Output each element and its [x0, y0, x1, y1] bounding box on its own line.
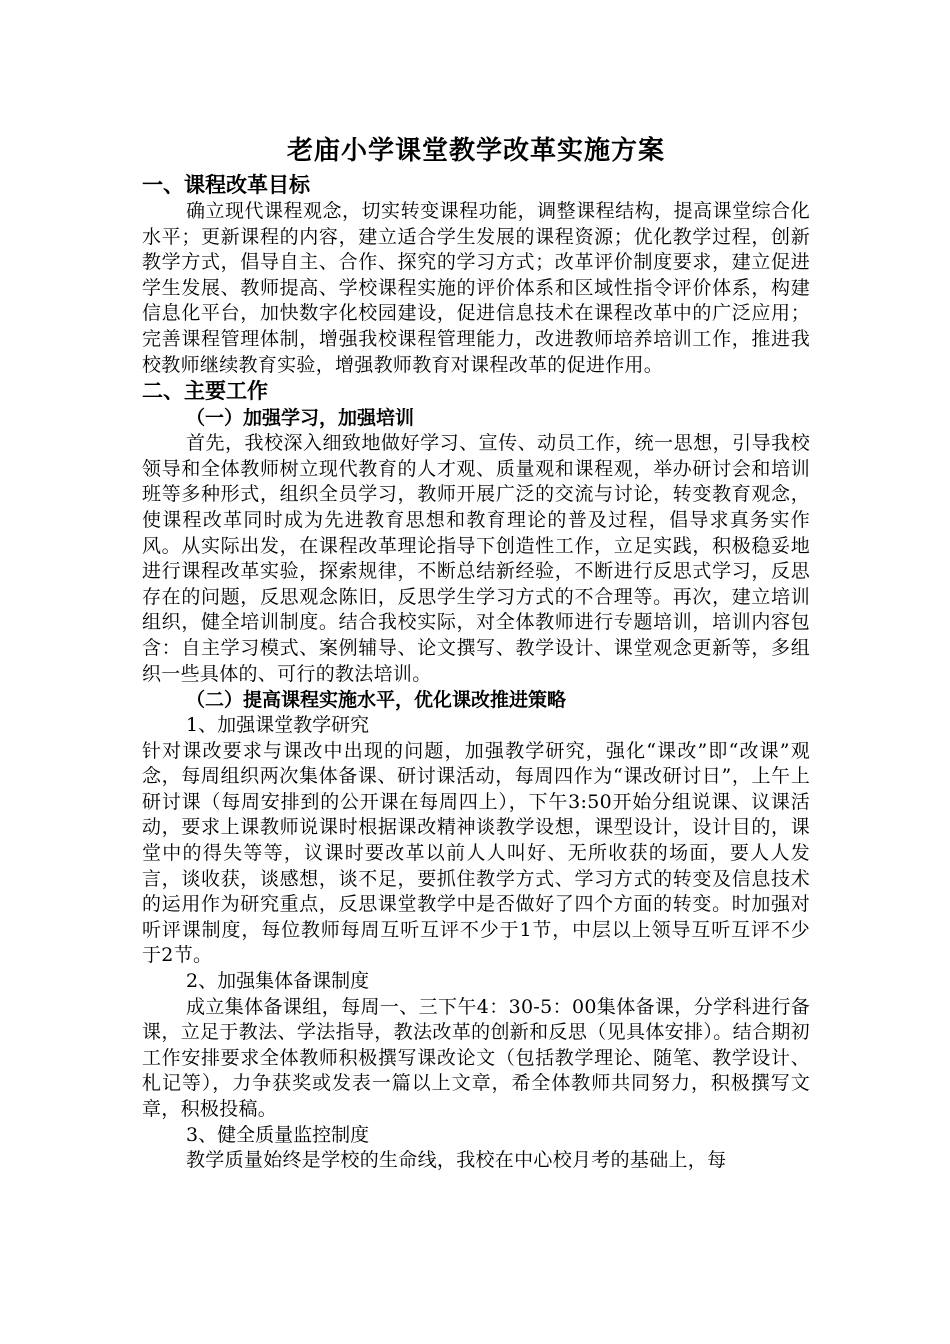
section-heading-main-work: 二、主要工作	[142, 379, 268, 404]
goals-paragraph: 确立现代课程观念，切实转变课程功能，调整课程结构，提高课堂综合化水平；更新课程的内容，建立适合学生发展的课程资源；优化教学过程，创新教学方式，倡导自主、合作、探究的学习方式；改革评价制度要求，建立促进学生发展、教师提高、学校课程实施的评价体系和区域性指令评价体系，构建信息化平台，加快数字化校园建设，促进信息技术在课程改革中的广泛应用；完善课程管理体制，增强我校课程管理能力，改进教师培养培训工作，推进我校教师继续教育实验，增强教师教育对课程改革的促进作用。	[142, 200, 810, 376]
classroom-research-paragraph: 针对课改要求与课改中出现的问题，加强教学研究，强化“课改”即“改课”观念，每周组织两次集体备课、研讨课活动，每周四作为“课改研讨日”，上午上研讨课（每周安排到的公开课在每周四上），下午3:50开始分组说课、议课活动，要求上课教师说课时根据课改精神谈教学设想，课型设计，设计目的，课堂中的得失等等，议课时要改革以前人人叫好、无所收获的场面，要人人发言，谈收获，谈感想，谈不足，要抓住教学方式、学习方式的转变及信息技术的运用作为研究重点，反思课堂教学中是否做好了四个方面的转变。时加强对听评课制度，每位教师每周互听互评不少于1节，中层以上领导互听互评不少于2节。	[142, 739, 810, 967]
quality-monitoring-paragraph: 教学质量始终是学校的生命线，我校在中心校月考的基础上，每	[186, 1149, 727, 1172]
item-heading-classroom-research: 1、加强课堂教学研究	[186, 714, 370, 737]
collective-lesson-prep-paragraph: 成立集体备课组，每周一、三下午4：30-5：00集体备课，分学科进行备课，立足于教法、学法指导，教法改革的创新和反思（见具体安排）。结合期初工作安排要求全体教师积极撰写课改论文（包括教学理论、随笔、教学设计、札记等），力争获奖或发表一篇以上文章，希全体教师共同努力，积极撰写文章，积极投稿。	[142, 995, 810, 1120]
item-heading-collective-lesson-prep: 2、加强集体备课制度	[186, 970, 370, 993]
training-paragraph: 首先，我校深入细致地做好学习、宣传、动员工作，统一思想，引导我校领导和全体教师树立现代教育的人才观、质量观和课程观，举办研讨会和培训班等多种形式，组织全员学习，教师开展广泛的交流与讨论，转变教育观念，使课程改革同时成为先进教育思想和教育理论的普及过程，倡导求真务实作风。从实际出发，在课程改革理论指导下创造性工作，立足实践，积极稳妥地进行课程改革实验，探索规律，不断总结新经验，不断进行反思式学习，反思存在的问题，反思观念陈旧，反思学生学习方式的不合理等。再次，建立培训组织，健全培训制度。结合我校实际，对全体教师进行专题培训，培训内容包含：自主学习模式、案例辅导、论文撰写、教学设计、课堂观念更新等，多组织一些具体的、可行的教法培训。	[142, 432, 810, 685]
subsection-heading-implementation: （二）提高课程实施水平，优化课改推进策略	[186, 689, 567, 712]
document-title: 老庙小学课堂教学改革实施方案	[286, 136, 665, 166]
document-page	[142, 130, 810, 1174]
subsection-heading-training: （一）加强学习，加强培训	[186, 407, 415, 430]
item-heading-quality-monitoring: 3、健全质量监控制度	[186, 1123, 370, 1146]
section-heading-goals: 一、课程改革目标	[142, 173, 310, 197]
